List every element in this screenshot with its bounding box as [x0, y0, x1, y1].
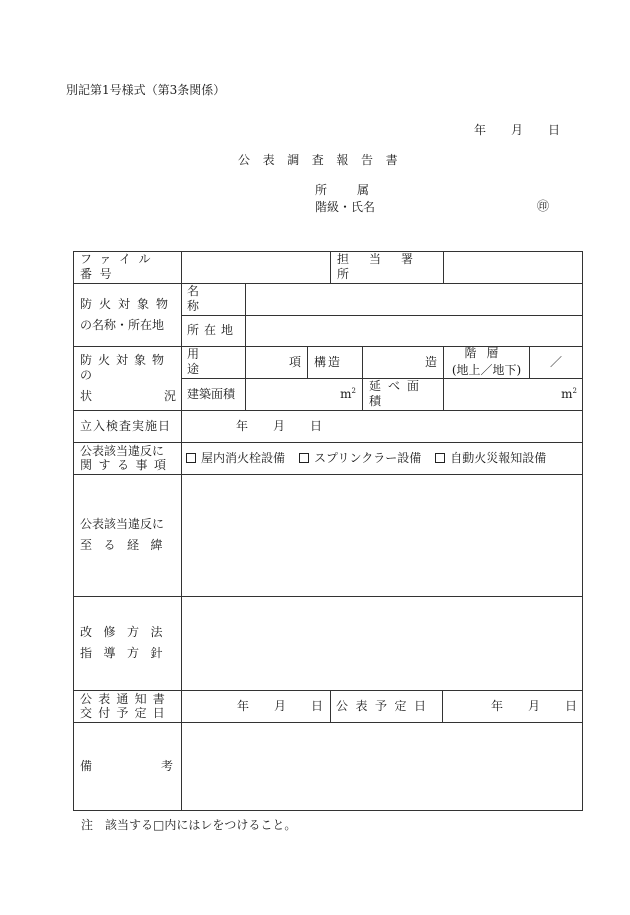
- floors-separator: ／: [549, 355, 562, 369]
- planned-publication-date-field[interactable]: [443, 691, 582, 722]
- name-label: 名称: [187, 284, 227, 313]
- building-area-label: 建築面積: [187, 386, 236, 401]
- notice-delivery-date-label: 公表通知書 交付予定日: [80, 691, 172, 720]
- floors-label: 階層 (地上／地下): [451, 346, 522, 377]
- notice-day-label: 日: [310, 699, 323, 713]
- inspection-day-label: 日: [309, 419, 322, 433]
- form-label: 別記第1号様式（第3条関係）: [66, 83, 226, 97]
- structure-label: 構造: [314, 354, 343, 369]
- date-month-label: 月: [510, 123, 523, 137]
- floors-field[interactable]: [530, 347, 582, 378]
- file-number-label: [80, 251, 175, 283]
- sprinkler-option[interactable]: スプリンクラー設備: [299, 451, 421, 466]
- violation-process-label: 公表該当違反に 至る経緯: [80, 517, 175, 552]
- seal-mark: ㊞: [537, 199, 550, 213]
- office-in-charge-label: 担当署所: [337, 252, 434, 281]
- fire-alarm-option[interactable]: 自動火災報知設備: [435, 451, 546, 466]
- file-number-field[interactable]: [182, 252, 330, 283]
- inspection-year-label: 年: [236, 419, 249, 433]
- affiliation-label: 所属: [315, 183, 400, 197]
- inspection-date-field[interactable]: [182, 411, 582, 442]
- indoor-hydrant-checkbox[interactable]: [186, 453, 196, 463]
- inspection-month-label: 月: [272, 419, 285, 433]
- date-line: [474, 124, 560, 136]
- structure-field[interactable]: [363, 347, 443, 378]
- total-floor-area-field[interactable]: [444, 379, 582, 410]
- object-status-char-1: 状: [80, 388, 93, 403]
- file-number-text: ファイル番号: [80, 252, 159, 281]
- remarks-char-2: 考: [160, 758, 173, 773]
- use-item-field[interactable]: [246, 347, 307, 378]
- fire-alarm-checkbox[interactable]: [435, 453, 445, 463]
- date-year-label: 年: [474, 123, 487, 137]
- object-status-char-2: 況: [163, 388, 176, 403]
- remarks-label: [80, 722, 173, 810]
- building-area-unit: $m^2$: [340, 387, 356, 401]
- publication-month-label: 月: [527, 699, 540, 713]
- remarks-field[interactable]: [182, 723, 582, 810]
- total-floor-area-label: 延べ面積: [369, 379, 427, 408]
- total-floor-area-unit: $m^2$: [561, 387, 577, 401]
- rank-name-label: 階級・氏名: [315, 200, 376, 214]
- notice-year-label: 年: [237, 699, 250, 713]
- object-name-location-label: 防火対象物 の名称・所在地: [80, 296, 176, 332]
- notice-month-label: 月: [273, 699, 286, 713]
- correction-policy-label: 改修方法 指導方針: [80, 625, 175, 660]
- name-field[interactable]: [246, 284, 582, 315]
- planned-publication-date-label: 公表予定日: [336, 698, 434, 713]
- location-label: 所在地: [187, 323, 239, 337]
- violation-process-field[interactable]: [182, 475, 582, 596]
- publication-year-label: 年: [491, 699, 504, 713]
- correction-policy-field[interactable]: [182, 597, 582, 690]
- location-field[interactable]: [246, 316, 582, 346]
- remarks-char-1: 備: [80, 758, 93, 773]
- date-day-label: 日: [547, 123, 560, 137]
- inspection-date-label: 立入検査実施日: [80, 418, 172, 433]
- violation-about-label: 公表該当違反に 関する事項: [80, 443, 173, 472]
- notice-delivery-date-field[interactable]: [182, 691, 330, 722]
- use-label: 用途: [187, 347, 227, 376]
- object-status-label: 防火対象物の 状 況: [80, 352, 176, 403]
- violation-options: [186, 442, 582, 474]
- structure-unit: 造: [424, 355, 437, 369]
- sprinkler-checkbox[interactable]: [299, 453, 309, 463]
- building-area-field[interactable]: [246, 379, 362, 410]
- footnote: 注 該当する□内にはレをつけること。: [81, 818, 297, 832]
- publication-day-label: 日: [564, 699, 577, 713]
- office-in-charge-field[interactable]: [444, 252, 582, 283]
- document-title: 公表調査報告書: [238, 153, 411, 167]
- item-unit: 項: [288, 355, 301, 369]
- indoor-hydrant-option[interactable]: 屋内消火栓設備: [186, 451, 285, 466]
